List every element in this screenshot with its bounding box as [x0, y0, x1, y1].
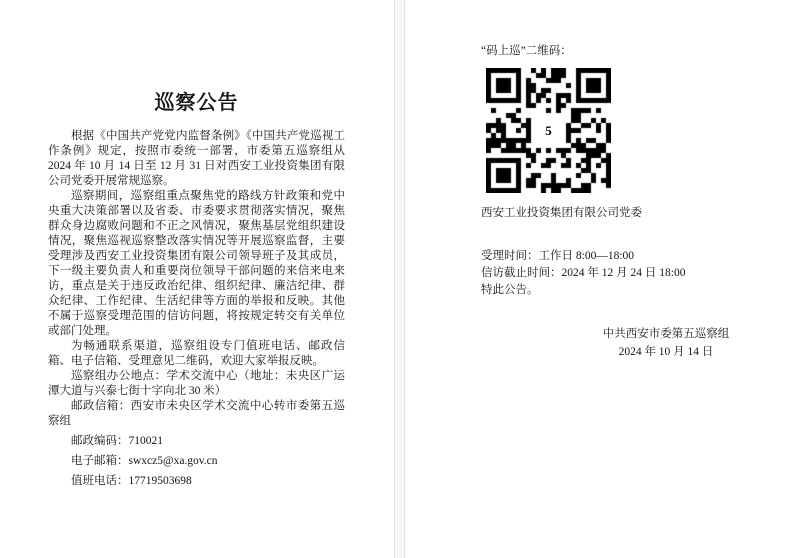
page-title: 巡察公告: [154, 92, 239, 114]
acceptance-info-block: [481, 248, 800, 299]
left-page: [0, 0, 394, 558]
hereby-announced-line: 特此公告。: [481, 284, 539, 296]
signature-date: 2024 年 10 月 14 日: [618, 346, 714, 358]
notice-paragraph: 为畅通联系渠道，巡察组设专门值班电话、邮政信箱、电子信箱、受理意见二维码，欢迎大家举报反映。: [48, 340, 345, 367]
notice-paragraph: 根据《中国共产党党内监督条例》《中国共产党巡视工作条例》规定，按照市委统一部署，市委第五巡察组从 2024 年 10 月 14 日至 12 月 31 日对西安工业投资集团有限公司党委开展常规巡察。: [48, 130, 345, 187]
signature-org: 中共西安市委第五巡察组: [602, 328, 730, 340]
postal-box-line: 邮政信箱：西安市未央区学术交流中心转市委第五巡察组: [48, 400, 345, 427]
phone-line: 值班电话：17719503698: [71, 475, 192, 487]
notice-body: [48, 129, 345, 489]
postal-code-line: 邮政编码：710021: [71, 435, 163, 447]
email-line: 电子邮箱：swxcz5@xa.gov.cn: [71, 455, 218, 467]
acceptance-time-line: 受理时间：工作日 8:00—18:00: [481, 250, 635, 262]
right-page: [405, 0, 800, 558]
signature-block: [541, 325, 791, 361]
page-gutter: [394, 0, 405, 558]
office-address-line: 巡察组办公地点：学术交流中心（地址：未央区广运潭大道与兴泰七街十字向北 30 米）: [48, 370, 345, 397]
qr-caption: 西安工业投资集团有限公司党委: [481, 207, 642, 219]
qr-code-label: “码上巡”二维码：: [481, 45, 572, 57]
notice-paragraph: 巡察期间，巡察组重点聚焦党的路线方针政策和党中央重大决策部署以及省委、市委要求贯彻落实情况，聚焦群众身边腐败问题和不正之风情况，聚焦基层党组织建设情况，聚焦巡视巡察整改落实情况等开展巡察监督，主要受理涉及西安工业投资集团有限公司领导班子及其成员，下一级主要负责人和重要岗位领导干部问题的来信来电来访，重点是关于违反政治纪律、组织纪律、廉洁纪律、群众纪律、工作纪律、生活纪律等方面的举报和反映。其他不属于巡察受理范围的信访问题，将按规定转交有关单位或部门处理。: [48, 190, 345, 337]
deadline-line: 信访截止时间：2024 年 12 月 24 日 18:00: [481, 267, 686, 279]
qr-center-number: 5: [545, 122, 552, 138]
qr-code: [486, 68, 611, 193]
